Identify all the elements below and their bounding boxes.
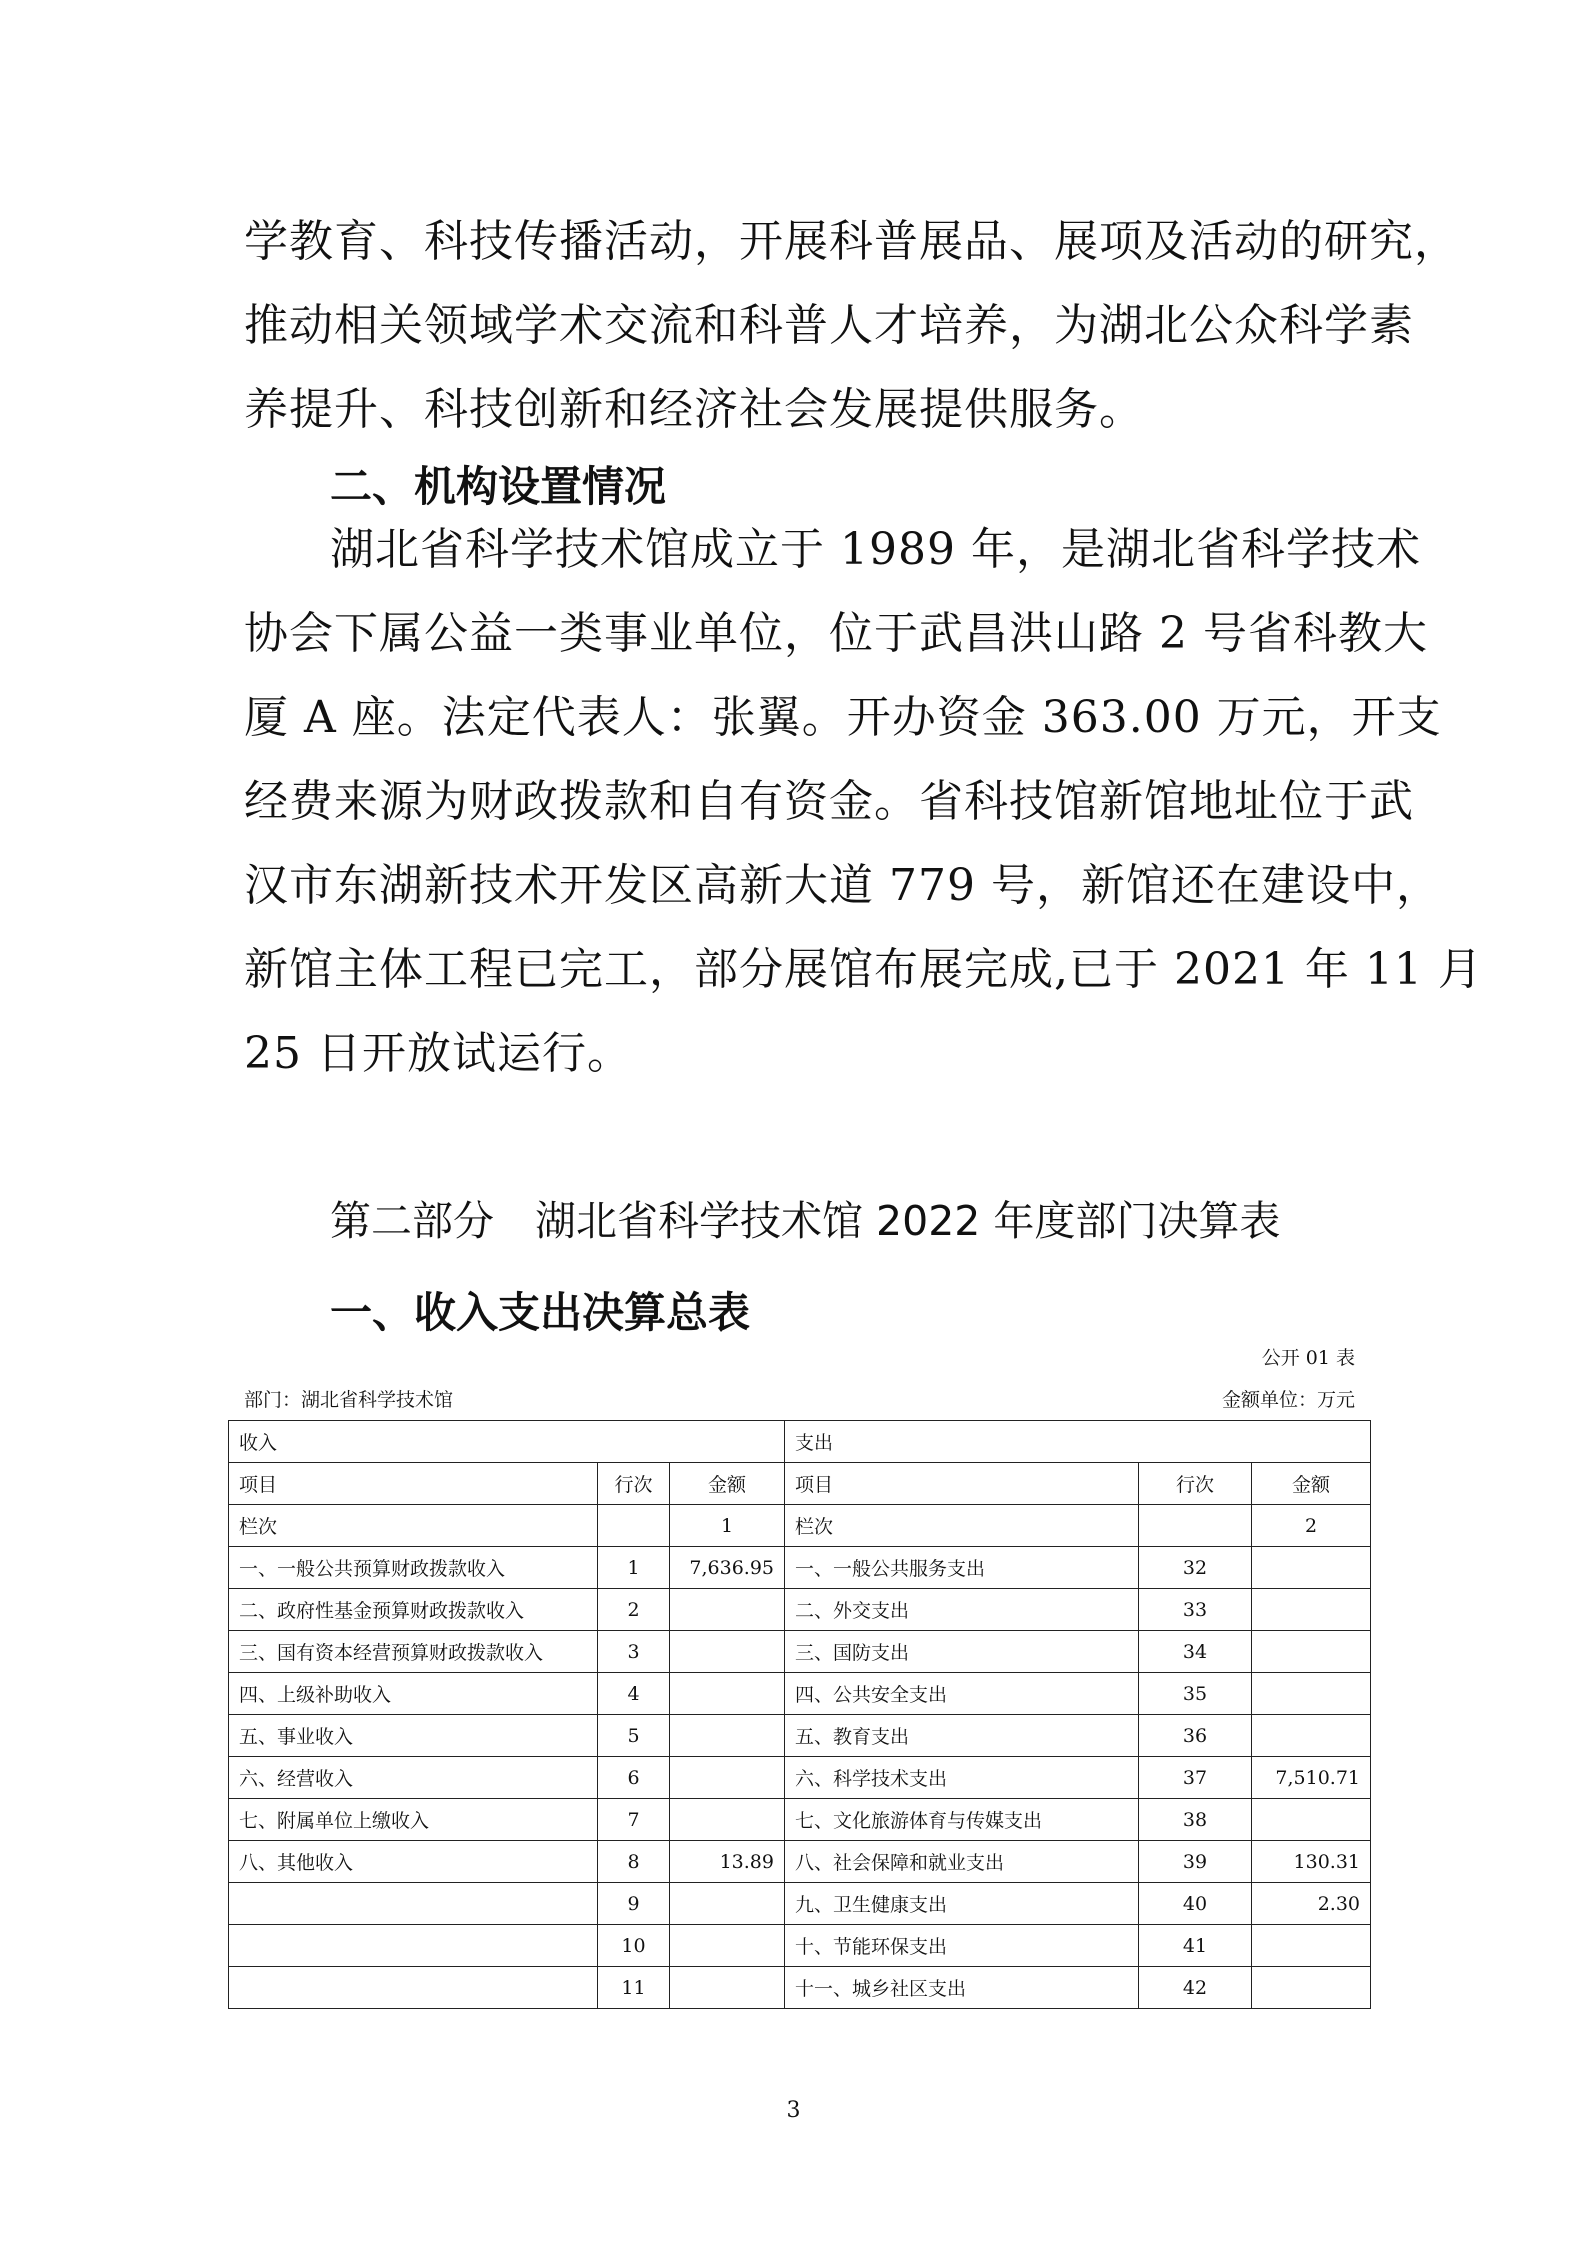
income-row-no-cell: 4: [598, 1673, 670, 1715]
expense-row-no-cell: 35: [1139, 1673, 1252, 1715]
para1-line-3: 养提升、科技创新和经济社会发展提供服务。: [244, 384, 1144, 435]
expense-item-cell: 十一、城乡社区支出: [785, 1967, 1139, 2009]
expense-row-no-cell: 36: [1139, 1715, 1252, 1757]
income-lan-no: [598, 1505, 670, 1547]
income-amount-cell: 13.89: [670, 1841, 785, 1883]
department-label: 部门：湖北省科学技术馆: [244, 1389, 454, 1411]
table-row: [229, 1715, 1371, 1757]
expense-amount-cell: [1252, 1589, 1371, 1631]
expense-amount-cell: 2.30: [1252, 1883, 1371, 1925]
income-row-no-cell: 6: [598, 1757, 670, 1799]
income-item-cell: 五、事业收入: [229, 1715, 598, 1757]
expense-amount-cell: [1252, 1799, 1371, 1841]
table-section-header-row: [229, 1421, 1371, 1463]
table-row: [229, 1967, 1371, 2009]
table-column-header-row: [229, 1463, 1371, 1505]
expense-item-cell: 五、教育支出: [785, 1715, 1139, 1757]
para1-line-2: 推动相关领域学术交流和科普人才培养，为湖北公众科学素: [244, 300, 1414, 351]
income-item-cell: 三、国有资本经营预算财政拨款收入: [229, 1631, 598, 1673]
income-amount-cell: [670, 1967, 785, 2009]
para2-line-7: 25 日开放试运行。: [244, 1028, 632, 1079]
expense-row-no-cell: 42: [1139, 1967, 1252, 2009]
table-row: [229, 1925, 1371, 1967]
table-title: 一、收入支出决算总表: [330, 1288, 751, 1337]
income-amount-cell: [670, 1799, 785, 1841]
income-amount-cell: [670, 1631, 785, 1673]
expense-item-cell: 七、文化旅游体育与传媒支出: [785, 1799, 1139, 1841]
expense-lan-label: 栏次: [785, 1505, 1139, 1547]
expense-lan-no: [1139, 1505, 1252, 1547]
income-item-cell: 七、附属单位上缴收入: [229, 1799, 598, 1841]
income-amount-cell: [670, 1715, 785, 1757]
expense-item-cell: 四、公共安全支出: [785, 1673, 1139, 1715]
expense-amount-cell: [1252, 1925, 1371, 1967]
expense-row-no-cell: 37: [1139, 1757, 1252, 1799]
expense-header: 支出: [785, 1421, 1371, 1463]
income-item-cell: 一、一般公共预算财政拨款收入: [229, 1547, 598, 1589]
income-amount-cell: [670, 1589, 785, 1631]
expense-amount-header: 金额: [1252, 1463, 1371, 1505]
para2-line-5: 汉市东湖新技术开发区高新大道 779 号，新馆还在建设中，: [244, 860, 1441, 911]
para2-line-3: 厦 A 座。法定代表人：张翼。开办资金 363.00 万元，开支: [244, 692, 1442, 743]
income-row-no-cell: 7: [598, 1799, 670, 1841]
table-row: [229, 1547, 1371, 1589]
income-item-cell: 二、政府性基金预算财政拨款收入: [229, 1589, 598, 1631]
expense-item-cell: 六、科学技术支出: [785, 1757, 1139, 1799]
income-amount-cell: [670, 1925, 785, 1967]
income-amount-cell: [670, 1757, 785, 1799]
table-code: 公开 01 表: [1261, 1347, 1355, 1369]
income-item-cell: 八、其他收入: [229, 1841, 598, 1883]
expense-amount-cell: [1252, 1673, 1371, 1715]
expense-row-no-cell: 40: [1139, 1883, 1252, 1925]
income-header: 收入: [229, 1421, 785, 1463]
expense-item-cell: 八、社会保障和就业支出: [785, 1841, 1139, 1883]
expense-amount-cell: [1252, 1715, 1371, 1757]
expense-row-no-header: 行次: [1139, 1463, 1252, 1505]
para2-line-2: 协会下属公益一类事业单位，位于武昌洪山路 2 号省科教大: [244, 608, 1428, 659]
income-expense-table: [228, 1420, 1371, 2009]
page-number: 3: [786, 2098, 801, 2123]
expense-row-no-cell: 32: [1139, 1547, 1252, 1589]
income-row-no-cell: 10: [598, 1925, 670, 1967]
section-heading-org: 二、机构设置情况: [330, 462, 667, 511]
income-amount-header: 金额: [670, 1463, 785, 1505]
table-row: [229, 1631, 1371, 1673]
expense-item-header: 项目: [785, 1463, 1139, 1505]
income-item-cell: 四、上级补助收入: [229, 1673, 598, 1715]
expense-amount-cell: 130.31: [1252, 1841, 1371, 1883]
table-row: [229, 1841, 1371, 1883]
table-row: [229, 1883, 1371, 1925]
income-item-header: 项目: [229, 1463, 598, 1505]
table-row: [229, 1673, 1371, 1715]
expense-row-no-cell: 33: [1139, 1589, 1252, 1631]
table-lan-row: [229, 1505, 1371, 1547]
expense-amount-cell: 7,510.71: [1252, 1757, 1371, 1799]
income-item-cell: [229, 1925, 598, 1967]
income-row-no-cell: 5: [598, 1715, 670, 1757]
income-row-no-cell: 2: [598, 1589, 670, 1631]
income-amount-cell: 7,636.95: [670, 1547, 785, 1589]
income-row-no-cell: 8: [598, 1841, 670, 1883]
para1-line-1: 学教育、科技传播活动，开展科普展品、展项及活动的研究，: [244, 216, 1459, 267]
expense-row-no-cell: 41: [1139, 1925, 1252, 1967]
expense-item-cell: 一、一般公共服务支出: [785, 1547, 1139, 1589]
expense-row-no-cell: 38: [1139, 1799, 1252, 1841]
expense-row-no-cell: 34: [1139, 1631, 1252, 1673]
income-row-no-cell: 1: [598, 1547, 670, 1589]
income-amount-cell: [670, 1883, 785, 1925]
para2-line-4: 经费来源为财政拨款和自有资金。省科技馆新馆地址位于武: [244, 776, 1414, 827]
expense-amount-cell: [1252, 1631, 1371, 1673]
income-item-cell: 六、经营收入: [229, 1757, 598, 1799]
expense-item-cell: 十、节能环保支出: [785, 1925, 1139, 1967]
income-lan-value: 1: [670, 1505, 785, 1547]
income-amount-cell: [670, 1673, 785, 1715]
income-row-no-cell: 9: [598, 1883, 670, 1925]
income-row-no-cell: 3: [598, 1631, 670, 1673]
part-two-title: 第二部分 湖北省科学技术馆 2022 年度部门决算表: [330, 1197, 1281, 1245]
expense-row-no-cell: 39: [1139, 1841, 1252, 1883]
para2-line-1: 湖北省科学技术馆成立于 1989 年，是湖北省科学技术: [330, 524, 1421, 575]
income-lan-label: 栏次: [229, 1505, 598, 1547]
expense-item-cell: 九、卫生健康支出: [785, 1883, 1139, 1925]
table-row: [229, 1757, 1371, 1799]
expense-item-cell: 二、外交支出: [785, 1589, 1139, 1631]
unit-label: 金额单位：万元: [1221, 1389, 1355, 1411]
table-row: [229, 1589, 1371, 1631]
income-row-no-header: 行次: [598, 1463, 670, 1505]
table-row: [229, 1799, 1371, 1841]
expense-lan-value: 2: [1252, 1505, 1371, 1547]
expense-amount-cell: [1252, 1547, 1371, 1589]
income-item-cell: [229, 1883, 598, 1925]
income-row-no-cell: 11: [598, 1967, 670, 2009]
expense-item-cell: 三、国防支出: [785, 1631, 1139, 1673]
para2-line-6: 新馆主体工程已完工，部分展馆布展完成,已于 2021 年 11 月: [244, 944, 1483, 995]
income-item-cell: [229, 1967, 598, 2009]
expense-amount-cell: [1252, 1967, 1371, 2009]
